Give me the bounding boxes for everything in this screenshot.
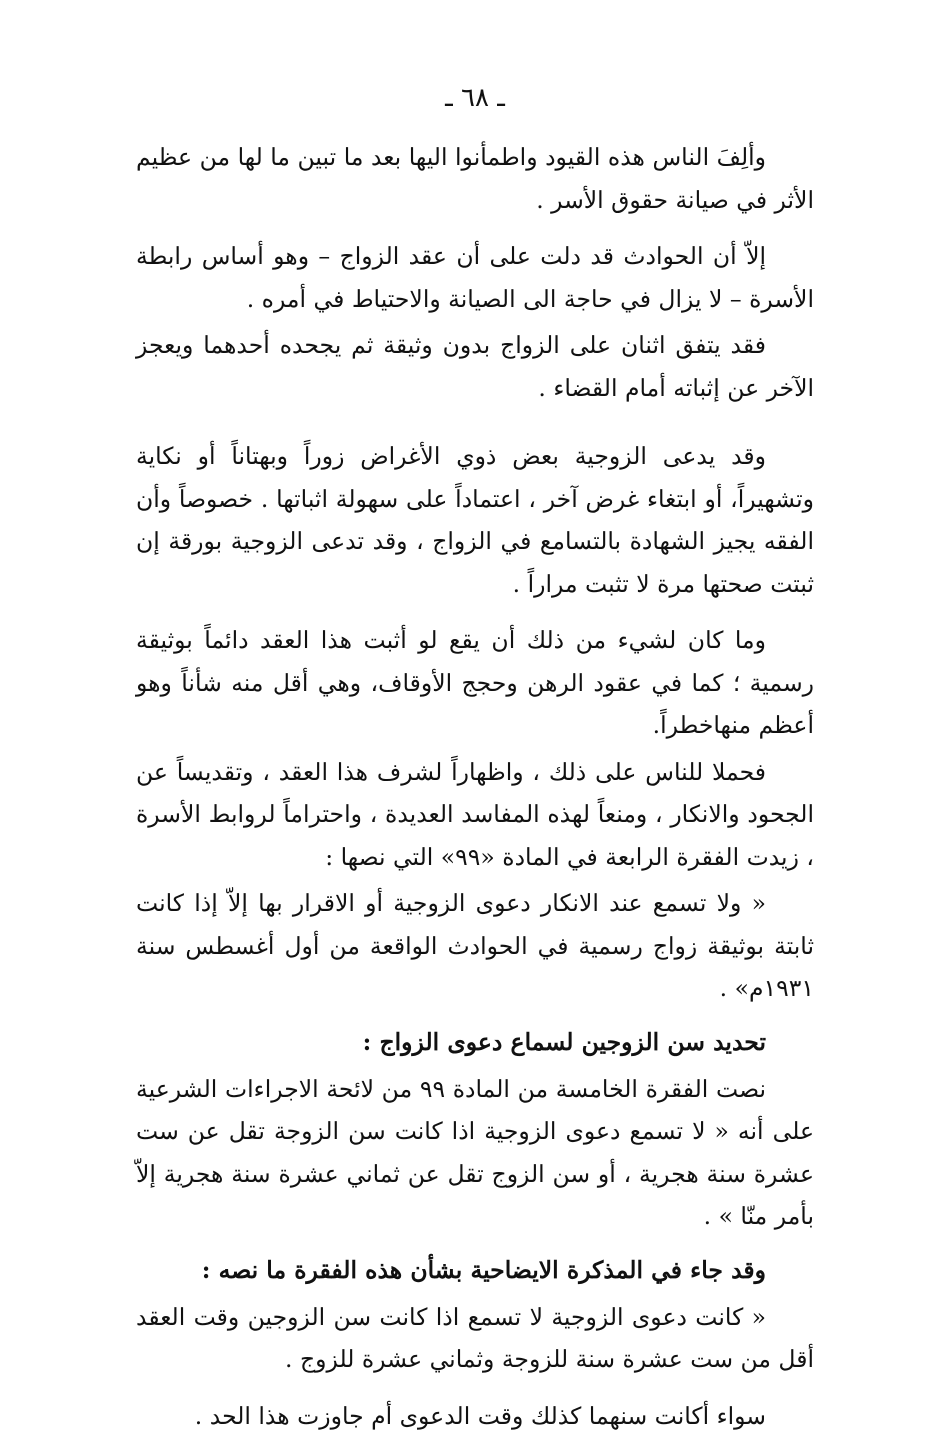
page-number: ـ ٦٨ ـ bbox=[136, 78, 814, 118]
paragraph-4: وقد يدعى الزوجية بعض ذوي الأغراض زوراً وبهتاناً أو نكاية وتشهيراً، أو ابتغاء غرض آخر ، اعتماداً على سهولة اثباتها . خصوصاً وأن الفقه يجيز الشهادة بالتسامع في الزواج ، وقد تدعى الزوجية بورقة إن ثبتت صحتها مرة لا تثبت مراراً . bbox=[136, 435, 814, 605]
paragraph-2: إلاّ أن الحوادث قد دلت على أن عقد الزواج – وهو أساس رابطة الأسرة – لا يزال في حاجة الى الصيانة والاحتياط في أمره . bbox=[136, 235, 814, 320]
quoted-paragraph-7: « ولا تسمع عند الانكار دعوى الزوجية أو الاقرار بها إلاّ إذا كانت ثابتة بوثيقة زواج رسمية في الحوادث الواقعة من أول أغسطس سنة ١٩٣١م» . bbox=[136, 882, 814, 1010]
paragraph-8: نصت الفقرة الخامسة من المادة ٩٩ من لائحة الاجراءات الشرعية على أنه « لا تسمع دعوى الزوجية اذا كانت سن الزوجة تقل عن ست عشرة سنة هجرية ، أو سن الزوج تقل عن ثماني عشرة سنة هجرية إلاّ بأمر منّا » . bbox=[136, 1068, 814, 1238]
paragraph-10: سواء أكانت سنهما كذلك وقت الدعوى أم جاوزت هذا الحد . bbox=[136, 1395, 814, 1437]
section-heading-age: تحديد سن الزوجين لسماع دعوى الزواج : bbox=[136, 1020, 814, 1064]
paragraph-6: فحملا للناس على ذلك ، واظهاراً لشرف هذا العقد ، وتقديساً عن الجحود والانكار ، ومنعاً لهذه المفاسد العديدة ، واحتراماً لروابط الأسرة ، زيدت الفقرة الرابعة في المادة «٩٩» التي نصها : bbox=[136, 751, 814, 879]
quoted-paragraph-9: « كانت دعوى الزوجية لا تسمع اذا كانت سن الزوجين وقت العقد أقل من ست عشرة سنة للزوجة وثماني عشرة للزوج . bbox=[136, 1296, 814, 1381]
paragraph-3: فقد يتفق اثنان على الزواج بدون وثيقة ثم يجحده أحدهما ويعجز الآخر عن إثباته أمام القضاء . bbox=[136, 324, 814, 409]
paragraph-5: وما كان لشيء من ذلك أن يقع لو أثبت هذا العقد دائماً بوثيقة رسمية ؛ كما في عقود الرهن وحجج الأوقاف، وهي أقل منه شأناً وهو أعظم منهاخطراً. bbox=[136, 619, 814, 747]
paragraph-1: وألِفَ الناس هذه القيود واطمأنوا اليها بعد ما تبين ما لها من عظيم الأثر في صيانة حقوق الأسر . bbox=[136, 136, 814, 221]
section-heading-explanatory-memo: وقد جاء في المذكرة الايضاحية بشأن هذه الفقرة ما نصه : bbox=[136, 1248, 814, 1292]
